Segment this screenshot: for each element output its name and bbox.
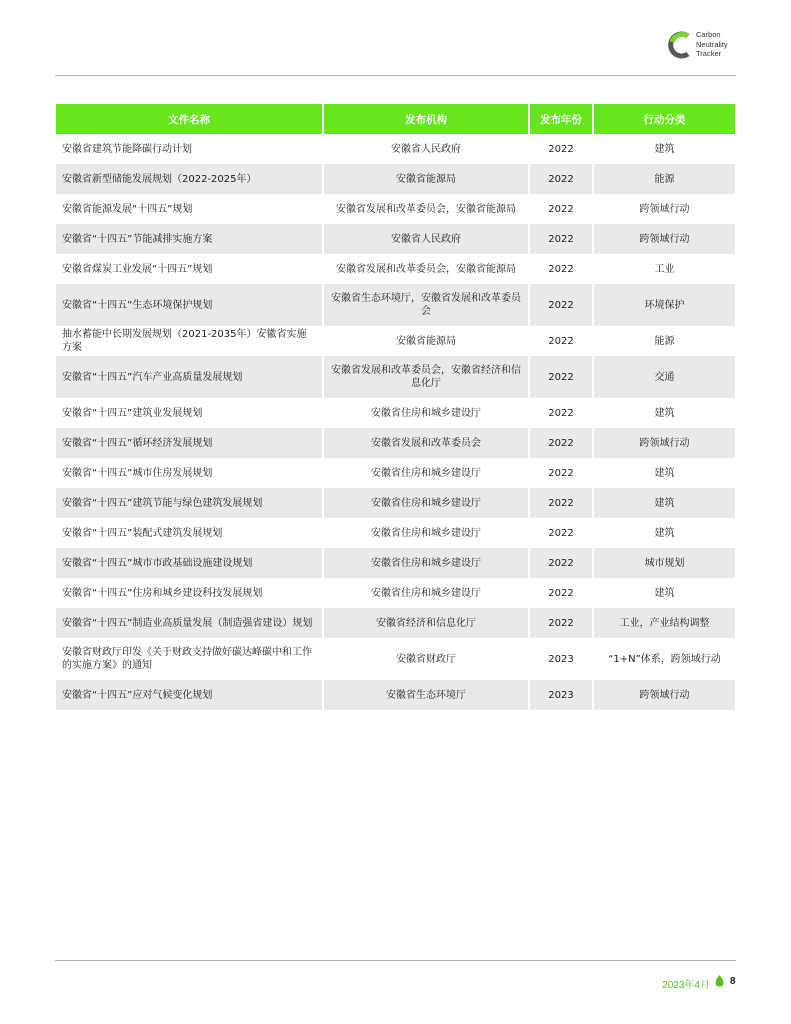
table-row	[56, 638, 735, 680]
column-header-year: 发布年份	[530, 104, 594, 134]
cell-action-category: 能源	[654, 335, 675, 347]
cell-action-category: 工业	[654, 263, 675, 275]
cell-document-name: 安徽省“十四五”生态环境保护规划	[56, 284, 324, 326]
cell-document-name: 安徽省“十四五”制造业高质量发展（制造强省建设）规划	[56, 608, 324, 638]
cell-year: 2022	[530, 254, 594, 284]
cell-year: 2022	[530, 224, 594, 254]
logo-text	[696, 30, 728, 59]
table-row	[56, 134, 735, 164]
cell-action-category: 跨领域行动	[594, 680, 735, 710]
cell-year: 2022	[530, 518, 594, 548]
table-row	[56, 488, 735, 518]
cell-document-name: 安徽省“十四五”建筑节能与绿色建筑发展规划	[56, 488, 324, 518]
table-row	[56, 356, 735, 398]
cell-year: 2022	[530, 608, 594, 638]
cell-document-name: 安徽省能源发展“十四五”规划	[56, 194, 324, 224]
cell-document-name: 安徽省建筑节能降碳行动计划	[56, 134, 324, 164]
cell-issuing-agency: 安徽省住房和城乡建设厅	[324, 458, 530, 488]
cell-issuing-agency: 安徽省能源局	[324, 326, 530, 356]
cell-issuing-agency: 安徽省经济和信息化厅	[324, 608, 530, 638]
policy-documents-table	[56, 104, 735, 710]
cell-year: 2023	[530, 680, 594, 710]
cell-document-name: 安徽省“十四五”装配式建筑发展规划	[56, 518, 324, 548]
cell-year: 2022	[530, 578, 594, 608]
cell-document-name: 安徽省“十四五”循环经济发展规划	[56, 428, 324, 458]
cell-year: 2022	[530, 458, 594, 488]
cell-document-name: 安徽省“十四五”城市住房发展规划	[56, 458, 324, 488]
table-row	[56, 398, 735, 428]
cell-issuing-agency: 安徽省人民政府	[324, 224, 530, 254]
cell-year: 2022	[530, 326, 594, 356]
cell-document-name: 安徽省煤炭工业发展“十四五”规划	[56, 254, 324, 284]
table-row	[56, 164, 735, 194]
logo-line: Tracker	[696, 49, 722, 58]
cell-action-category: “1+N”体系，跨领域行动	[608, 653, 721, 665]
cell-action-category: 建筑	[594, 488, 735, 518]
column-header-issuing-agency: 发布机构	[324, 104, 530, 134]
table-row	[56, 458, 735, 488]
table-row	[56, 194, 735, 224]
cell-issuing-agency: 安徽省人民政府	[324, 134, 530, 164]
table-row	[56, 518, 735, 548]
cell-issuing-agency: 安徽省住房和城乡建设厅	[324, 578, 530, 608]
cell-year: 2022	[530, 356, 594, 398]
cell-document-name: 安徽省“十四五”应对气候变化规划	[56, 680, 324, 710]
table-row	[56, 224, 735, 254]
cell-issuing-agency: 安徽省住房和城乡建设厅	[324, 548, 530, 578]
cell-issuing-agency: 安徽省住房和城乡建设厅	[324, 518, 530, 548]
cell-year: 2022	[530, 164, 594, 194]
cell-issuing-agency: 安徽省财政厅	[324, 638, 530, 680]
cell-year: 2022	[530, 134, 594, 164]
table-row	[56, 326, 735, 356]
cell-action-category: 城市规划	[594, 548, 735, 578]
footer-divider	[55, 960, 736, 961]
cell-issuing-agency: 安徽省发展和改革委员会，安徽省能源局	[324, 194, 530, 224]
carbon-neutrality-tracker-logo	[668, 30, 748, 62]
cell-document-name: 安徽省“十四五”城市市政基础设施建设规划	[56, 548, 324, 578]
table-header-row	[56, 104, 735, 134]
page-number: 8	[730, 976, 736, 987]
cell-year: 2022	[530, 284, 594, 326]
cell-issuing-agency: 安徽省发展和改革委员会，安徽省能源局	[324, 254, 530, 284]
cell-issuing-agency: 安徽省发展和改革委员会	[324, 428, 530, 458]
cell-action-category: 环境保护	[594, 284, 735, 326]
cell-year: 2022	[530, 428, 594, 458]
cell-document-name: 安徽省“十四五”节能减排实施方案	[56, 224, 324, 254]
cell-action-category: 建筑	[654, 467, 675, 479]
logo-line: Carbon	[696, 30, 721, 39]
cell-action-category: 交通	[594, 356, 735, 398]
table-body	[56, 134, 735, 710]
cell-issuing-agency: 安徽省住房和城乡建设厅	[324, 488, 530, 518]
logo-c-icon	[668, 30, 694, 60]
cell-year: 2023	[530, 638, 594, 680]
cell-issuing-agency: 安徽省发展和改革委员会，安徽省经济和信息化厅	[324, 356, 530, 398]
table-row	[56, 578, 735, 608]
cell-document-name: 抽水蓄能中长期发展规划（2021-2035年）安徽省实施方案	[56, 326, 324, 356]
logo-line: Neutrality	[696, 39, 728, 49]
header-divider	[55, 75, 736, 76]
table-row	[56, 608, 735, 638]
cell-action-category: 建筑	[654, 587, 675, 599]
cell-document-name: 安徽省新型储能发展规划（2022-2025年）	[56, 164, 324, 194]
cell-document-name: 安徽省“十四五”建筑业发展规划	[56, 398, 324, 428]
cell-action-category: 跨领域行动	[594, 224, 735, 254]
table-row	[56, 254, 735, 284]
cell-document-name: 安徽省财政厅印发《关于财政支持做好碳达峰碳中和工作的实施方案》的通知	[56, 638, 324, 680]
table-row	[56, 548, 735, 578]
cell-action-category: 跨领域行动	[639, 203, 690, 215]
cell-action-category: 工业，产业结构调整	[594, 608, 735, 638]
table-row	[56, 284, 735, 326]
cell-action-category: 建筑	[654, 143, 675, 155]
cell-action-category: 跨领域行动	[594, 428, 735, 458]
cell-document-name: 安徽省“十四五”汽车产业高质量发展规划	[56, 356, 324, 398]
cell-year: 2022	[530, 398, 594, 428]
cell-issuing-agency: 安徽省生态环境厅	[324, 680, 530, 710]
table-row	[56, 428, 735, 458]
column-header-action-category: 行动分类	[594, 104, 735, 134]
cell-year: 2022	[530, 548, 594, 578]
cell-action-category: 建筑	[654, 527, 675, 539]
cell-action-category: 建筑	[654, 407, 675, 419]
cell-year: 2022	[530, 488, 594, 518]
cell-document-name: 安徽省“十四五”住房和城乡建设科技发展规划	[56, 578, 324, 608]
column-header-document-name: 文件名称	[56, 104, 324, 134]
cell-issuing-agency: 安徽省生态环境厅，安徽省发展和改革委员会	[324, 284, 530, 326]
cell-issuing-agency: 安徽省住房和城乡建设厅	[324, 398, 530, 428]
cell-issuing-agency: 安徽省能源局	[324, 164, 530, 194]
table-row	[56, 680, 735, 710]
footer-date: 2023年4月	[662, 980, 710, 991]
cell-year: 2022	[530, 194, 594, 224]
leaf-icon	[715, 975, 724, 988]
cell-action-category: 能源	[594, 164, 735, 194]
